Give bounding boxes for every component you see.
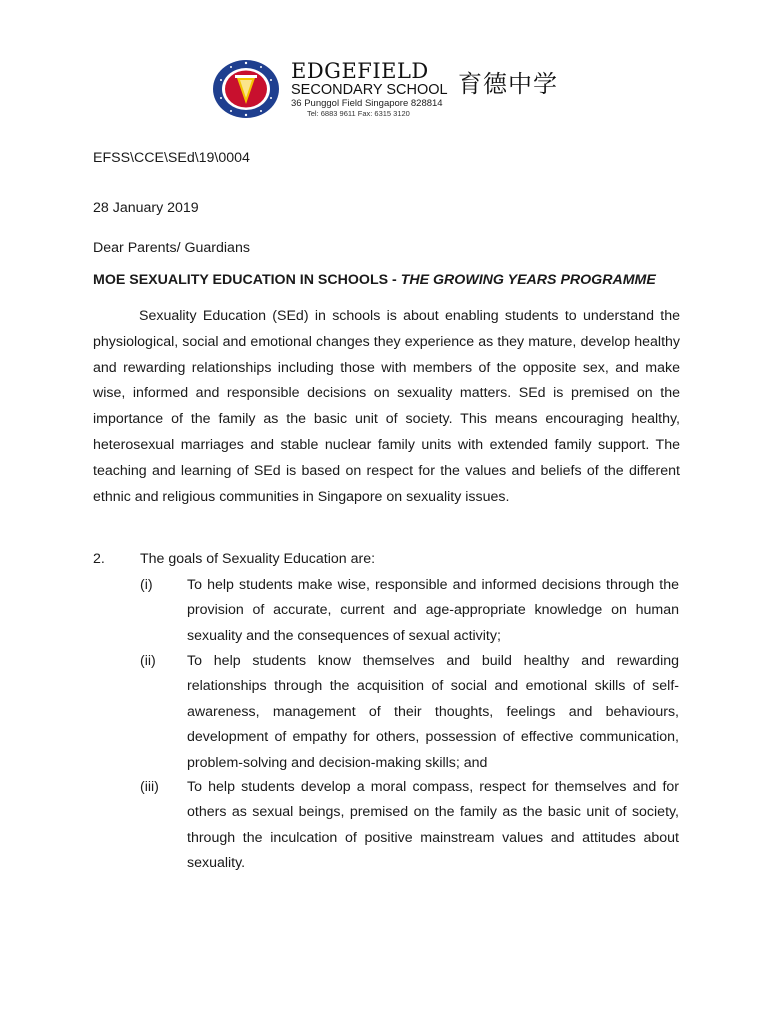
letterhead: [211, 56, 571, 122]
reference-number: EFSS\CCE\SEd\19\0004: [93, 150, 250, 166]
school-crest-icon: [211, 58, 281, 120]
paragraph-2-number: 2.: [93, 551, 105, 567]
goal-number: (i): [140, 577, 153, 593]
salutation: Dear Parents/ Guardians: [93, 240, 250, 256]
goal-text: To help students know themselves and build healthy and rewarding relationships through the acquisition of social and emotional skills of self-awareness, management of their thoughts, feelings and behaviours, development of empathy for others, possession of effective communication, problem-solving and decision-making skills; and: [187, 653, 679, 771]
heading-programme: THE GROWING YEARS PROGRAMME: [400, 272, 656, 288]
goal-number: (iii): [140, 779, 159, 795]
school-chinese-name: 育德中学: [458, 70, 558, 98]
heading-main: MOE SEXUALITY EDUCATION IN SCHOOLS -: [93, 272, 401, 288]
school-address: 36 Punggol Field Singapore 828814: [291, 98, 443, 109]
school-name: EDGEFIELD: [291, 59, 429, 83]
paragraph-1: Sexuality Education (SEd) in schools is about enabling students to understand the physiological, social and emotional changes they experience as they mature, develop healthy and rewarding relationships including those with members of the opposite sex, and make wise, informed and responsible decisions on sexuality matters. SEd is premised on the importance of the family as the basic unit of society. This means encouraging healthy, heterosexual marriages and stable nuclear family units with extended family support. The teaching and learning of SEd is based on respect for the values and beliefs of the different ethnic and religious communities in Singapore on sexuality issues.: [93, 308, 680, 505]
goal-number: (ii): [140, 653, 156, 669]
school-subtitle: SECONDARY SCHOOL: [291, 82, 448, 98]
letter-date: 28 January 2019: [93, 200, 199, 216]
paragraph-2-text: The goals of Sexuality Education are:: [140, 551, 376, 567]
letter-heading: [93, 272, 656, 288]
goal-text: To help students make wise, responsible and informed decisions through the provision of accurate, current and age-appropriate knowledge on human sexuality and the consequences of sexual activity;: [187, 577, 679, 644]
goal-text: To help students develop a moral compass, respect for themselves and for others as sexual beings, premised on the family as the basic unit of society, through the inculcation of positive mainstream values and attitudes about sexuality.: [187, 779, 679, 872]
school-contact: Tel: 6883 9611 Fax: 6315 3120: [307, 109, 410, 118]
